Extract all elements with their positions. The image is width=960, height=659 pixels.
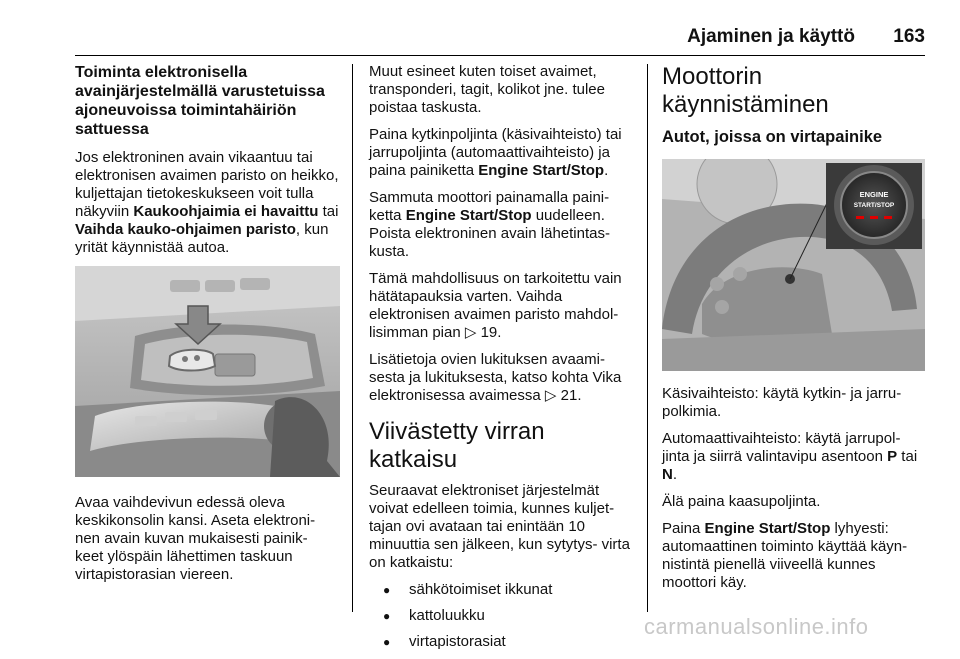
press-button-paragraph [662, 520, 927, 592]
text-run: Paina kytkinpoljinta (käsivaihteisto) tai jarrupoljinta (automaattivaihteisto) ja paina painiketta [369, 126, 622, 179]
column-3 [662, 63, 927, 601]
engine-start-stop-label: Engine Start/Stop [704, 520, 831, 537]
gear-p-label: P [887, 448, 898, 465]
text-run: Sammuta moottori painamalla paini- ketta [369, 189, 610, 224]
gear-n-label: N [662, 466, 673, 483]
text-run: Tämä mahdollisuus on tarkoitettu vain hätätapauksia varten. Vaihda elektronisen avaimen paristo mahdol- lisimman pian [369, 270, 622, 341]
text-run: Lisätietoja ovien lukituksen avaami- sesta ja lukituksesta, katso kohta Vika elektronisessa avaimessa [369, 351, 622, 404]
list-item: ● sähkötoimiset ikkunat [369, 581, 639, 599]
page-ref-triangle-icon: ▷ [464, 324, 477, 341]
engine-start-heading: Moottorin käynnistäminen [662, 63, 829, 118]
delayed-power-off-paragraph: Seuraavat elektroniset järjestelmät voivat edelleen toimia, kunnes kuljet- tajan ovi avataan tai enintään 10 minuuttia sen jälkeen, kun sytytys- virta on katkaistu: [369, 482, 630, 571]
page-header [75, 22, 925, 52]
watermark: carmanualsonline.info [644, 614, 869, 639]
indicator-led-icon [884, 216, 892, 219]
list-item: ● virtapistorasiat [369, 633, 639, 651]
malfunction-heading: Toiminta elektronisella avainjärjestelmällä varustetuissa ajoneuvoissa toimintahäiriön sattuessa [75, 64, 325, 138]
text-run: uudelleen. Poista elektroninen avain lähetintas- kusta. [369, 207, 610, 260]
page-ref-link-21[interactable]: 21. [560, 387, 582, 404]
text-run: , kun yrität käynnistää autoa. [75, 221, 329, 256]
remove-objects-paragraph: Muut esineet kuten toiset avaimet, transponderi, tagit, kolikot jne. tulee poistaa taskusta. [369, 63, 605, 116]
header-rule [75, 55, 925, 56]
column-2 [369, 63, 639, 659]
text-run: . [604, 162, 609, 179]
emergency-paragraph [369, 270, 639, 342]
delayed-power-off-heading: Viivästetty virran katkaisu [369, 418, 545, 473]
insert-key-paragraph: Avaa vaihdevivun edessä oleva keskikonsolin kansi. Aseta elektroni- nen avain kuvan mukaisesti painik- keet ylöspäin lähettimen taskuun virtapistorasian viereen. [75, 494, 316, 583]
column-divider-2 [647, 64, 648, 612]
list-item: ● kattoluukku [369, 607, 639, 625]
text-run: tai [897, 448, 918, 465]
text-run: lyhyesti: automaattinen toiminto käyttää käyn- nistintä pienellä viiveellä kunnes moottori käy. [662, 520, 908, 591]
text-run: Jos elektroninen avain vikaantuu tai elektronisen avaimen paristo on heikko, kuljettajan tietokeskukseen voit tulla näkyviin [75, 149, 339, 220]
more-info-paragraph [369, 351, 639, 405]
press-pedal-paragraph [369, 126, 639, 180]
steering-wheel-start-button-illustration [662, 159, 925, 371]
text-run: Automaattivaihteisto: käytä jarrupol- jinta ja siirrä valintavipu asentoon [662, 430, 901, 465]
button-label-start-stop: START/STOP [853, 202, 895, 209]
feature-list [369, 581, 639, 651]
malfunction-paragraph [75, 149, 340, 257]
manual-transmission-paragraph: Käsivaihteisto: käytä kytkin- ja jarru- polkimia. [662, 385, 902, 420]
column-1 [75, 63, 340, 593]
console-key-pocket-illustration [75, 266, 340, 477]
page-number: 163 [893, 26, 925, 47]
engine-start-stop-label: Engine Start/Stop [478, 162, 605, 179]
message-not-detected: Kaukoohjaimia ei havaittu [133, 203, 319, 220]
text-run: tai [318, 203, 339, 220]
indicator-led-icon [856, 216, 864, 219]
text-run: . [672, 466, 678, 483]
page-ref-link-19[interactable]: 19. [480, 324, 502, 341]
text-run: Paina [662, 520, 705, 537]
message-replace-battery: Vaihda kauko-ohjaimen paristo [75, 221, 296, 238]
automatic-transmission-paragraph [662, 430, 927, 484]
engine-start-stop-label: Engine Start/Stop [405, 207, 532, 224]
column-divider-1 [352, 64, 353, 612]
section-title: Ajaminen ja käyttö [687, 26, 855, 47]
button-label-engine: ENGINE [859, 190, 889, 199]
power-button-subheading: Autot, joissa on virtapainike [662, 128, 883, 146]
page-ref-triangle-icon: ▷ [544, 387, 557, 404]
switch-off-paragraph [369, 189, 639, 261]
no-throttle-paragraph: Älä paina kaasupoljinta. [662, 493, 821, 510]
indicator-led-icon [870, 216, 878, 219]
